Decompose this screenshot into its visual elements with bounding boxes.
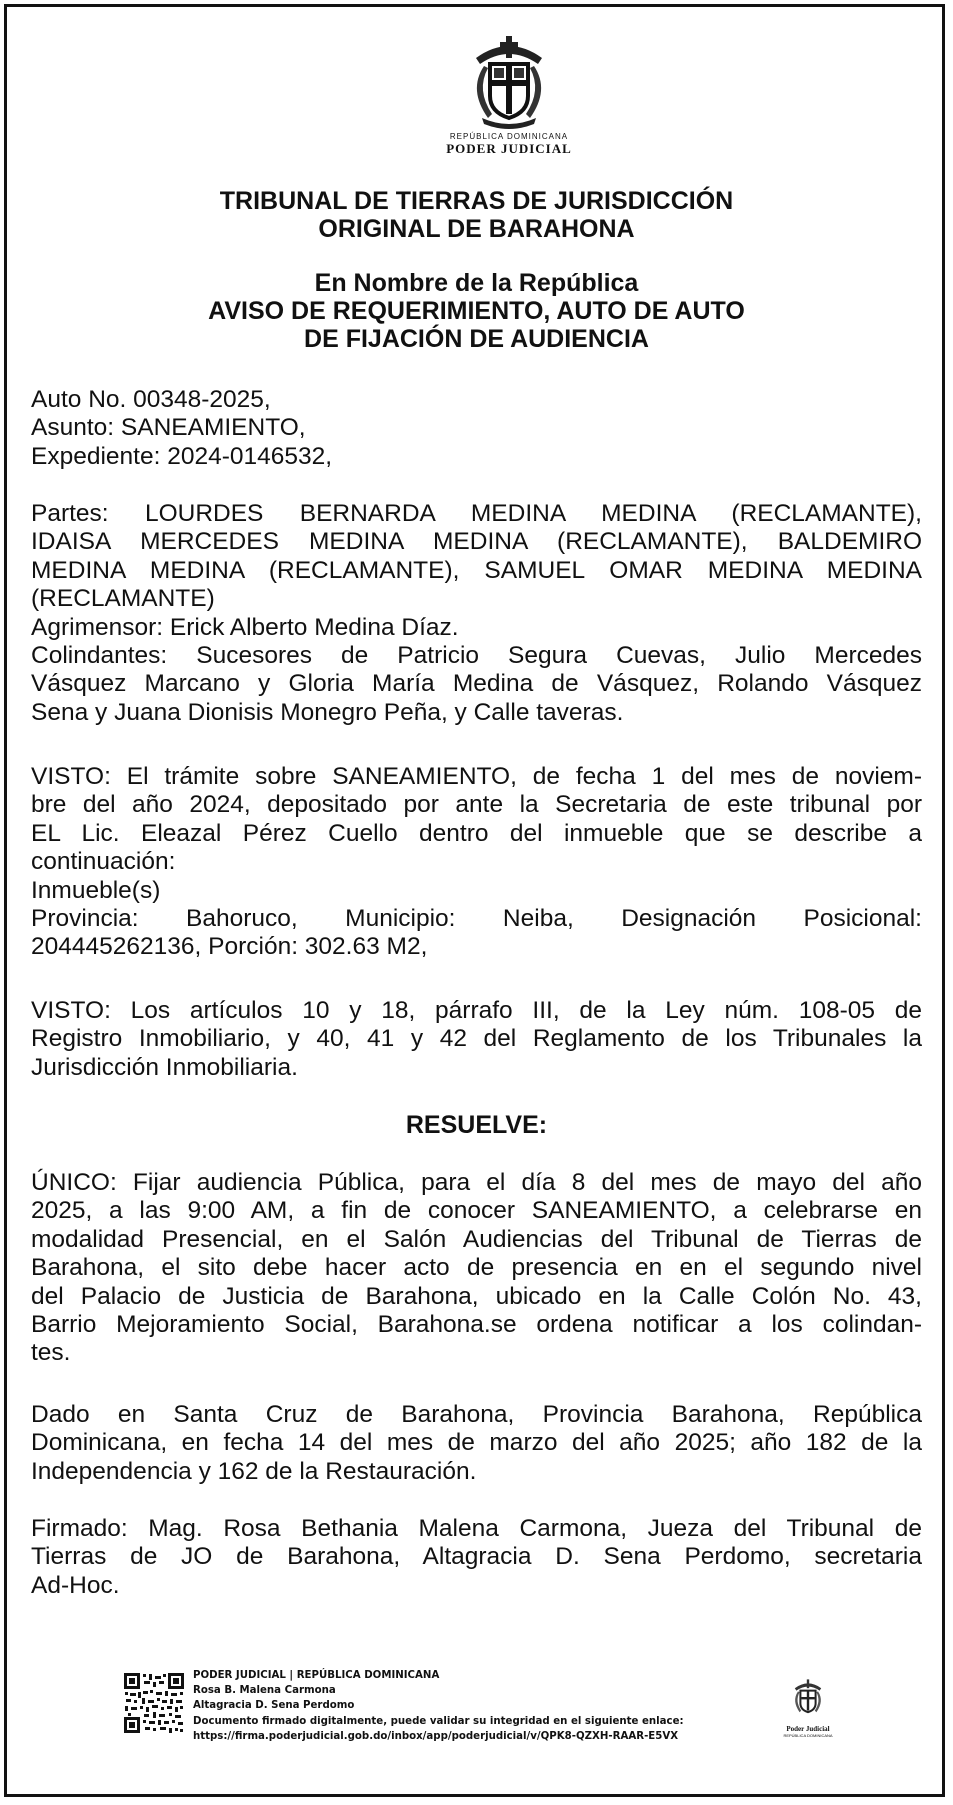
dado-line: Dado en Santa Cruz de Barahona, Provincia Barahona, República xyxy=(31,1401,922,1428)
court-title xyxy=(31,187,922,243)
unico-line: ÚNICO: Fijar audiencia Pública, para el día 8 del mes de mayo del año xyxy=(31,1169,922,1196)
coat-of-arms-icon xyxy=(454,30,564,130)
inmueble-label: Inmueble(s) xyxy=(31,876,161,904)
visto-line: VISTO: El trámite sobre SANEAMIENTO, de fecha 1 del mes de noviem- xyxy=(31,763,922,790)
unico-line: modalidad Presencial, en el Salón Audiencias del Tribunal de Tierras de xyxy=(31,1225,922,1253)
inmueble-line: Provincia: Bahoruco, Municipio: Neiba, Designación Posicional: xyxy=(31,905,922,933)
dado-line: Independencia y 162 de la Restauración. xyxy=(31,1457,477,1485)
logo-institution-text: PODER JUDICIAL xyxy=(446,141,572,156)
firmado-line: Firmado: Mag. Rosa Bethania Malena Carmona, Jueza del Tribunal de xyxy=(31,1515,922,1542)
parties-section xyxy=(31,500,922,727)
logo-country-text: REPÚBLICA DOMINICANA xyxy=(449,132,569,141)
signature-info xyxy=(193,1668,713,1744)
digital-signature-footer xyxy=(123,1668,843,1768)
colindantes-line: Vásquez Marcano y Gloria María Medina de Vásquez, Rolando Vásquez xyxy=(31,670,922,698)
footer-signer: Altagracia D. Sena Perdomo xyxy=(193,1700,355,1712)
unico-line: tes. xyxy=(31,1339,71,1367)
parties-line: Partes: LOURDES BERNARDA MEDINA MEDINA (RECLAMANTE), xyxy=(31,500,922,527)
colindantes-line: Sena y Juana Dionisis Monegro Peña, y Calle taveras. xyxy=(31,698,624,726)
footer-logo-subtext: REPÚBLICA DOMINICANA xyxy=(783,1733,833,1738)
visto-line: Registro Inmobiliario, y 40, 41 y 42 del Reglamento de los Tribunales la xyxy=(31,1025,922,1053)
qr-code-icon[interactable] xyxy=(123,1672,185,1734)
visto-line: VISTO: Los artículos 10 y 18, párrafo III, de la Ley núm. 108-05 de xyxy=(31,997,922,1024)
court-title-line: TRIBUNAL DE TIERRAS DE JURISDICCIÓN xyxy=(219,187,734,215)
agrimensor: Agrimensor: Erick Alberto Medina Díaz. xyxy=(31,613,459,641)
unico-line: Barrio Mejoramiento Social, Barahona.se ordena notificar a los colindan- xyxy=(31,1311,922,1339)
auto-number: Auto No. 00348-2025, xyxy=(31,386,271,413)
visto-line: Jurisdicción Inmobiliaria. xyxy=(31,1053,298,1081)
footer-logo-text: Poder Judicial xyxy=(786,1725,830,1733)
firmado-line: Tierras de JO de Barahona, Altagracia D. Sena Perdomo, secretaria xyxy=(31,1543,922,1571)
visto-tramite xyxy=(31,763,922,962)
case-info xyxy=(31,386,922,471)
dado-section xyxy=(31,1401,922,1486)
visto-line: bre del año 2024, depositado por ante la Secretaria de este tribunal por xyxy=(31,791,922,819)
asunto: Asunto: SANEAMIENTO, xyxy=(31,414,306,442)
colindantes-line: Colindantes: Sucesores de Patricio Segura Cuevas, Julio Mercedes xyxy=(31,642,922,670)
resuelve-heading: RESUELVE: xyxy=(405,1111,548,1139)
footer-institution: PODER JUDICIAL | REPÚBLICA DOMINICANA xyxy=(193,1670,440,1681)
inmueble-line: 204445262136, Porción: 302.63 M2, xyxy=(31,933,428,961)
unico-line: Barahona, el sito debe hacer acto de presencia en en el segundo nivel xyxy=(31,1254,922,1282)
unico-line: del Palacio de Justicia de Barahona, ubicado en la Calle Colón No. 43, xyxy=(31,1282,922,1310)
footer-signer: Rosa B. Malena Carmona xyxy=(193,1685,336,1697)
notice-title-line: DE FIJACIÓN DE AUDIENCIA xyxy=(304,325,649,353)
poder-judicial-logo xyxy=(439,30,579,166)
parties-line: (RECLAMANTE) xyxy=(31,585,215,613)
court-title-line: ORIGINAL DE BARAHONA xyxy=(318,215,635,243)
footer-logo xyxy=(773,1674,843,1738)
parties-line: MEDINA MEDINA (RECLAMANTE), SAMUEL OMAR MEDINA MEDINA xyxy=(31,556,922,584)
parties-line: IDAISA MERCEDES MEDINA MEDINA (RECLAMANTE), BALDEMIRO xyxy=(31,528,922,556)
footer-validation-note: Documento firmado digitalmente, puede validar su integridad en el siguiente enlace: xyxy=(193,1715,684,1727)
unico-section xyxy=(31,1169,922,1368)
firmado-line: Ad-Hoc. xyxy=(31,1571,120,1599)
republic-heading: En Nombre de la República xyxy=(314,269,639,297)
visto-articulos xyxy=(31,997,922,1082)
visto-line: EL Lic. Eleazal Pérez Cuello dentro del inmueble que se describe a xyxy=(31,819,922,847)
coat-of-arms-icon xyxy=(786,1674,830,1720)
unico-line: 2025, a las 9:00 AM, a fin de conocer SANEAMIENTO, a celebrarse en xyxy=(31,1197,922,1225)
footer-validation-link[interactable]: https://firma.poderjudicial.gob.do/inbox/app/poderjudicial/v/QPK8-QZXH-RAAR-E5VX xyxy=(193,1730,679,1742)
dado-line: Dominicana, en fecha 14 del mes de marzo del año 2025; año 182 de la xyxy=(31,1429,922,1457)
notice-title xyxy=(31,269,922,353)
expediente: Expediente: 2024-0146532, xyxy=(31,442,333,470)
visto-line: continuación: xyxy=(31,848,176,876)
notice-title-line: AVISO DE REQUERIMIENTO, AUTO DE AUTO xyxy=(208,297,745,325)
firmado-section xyxy=(31,1515,922,1600)
